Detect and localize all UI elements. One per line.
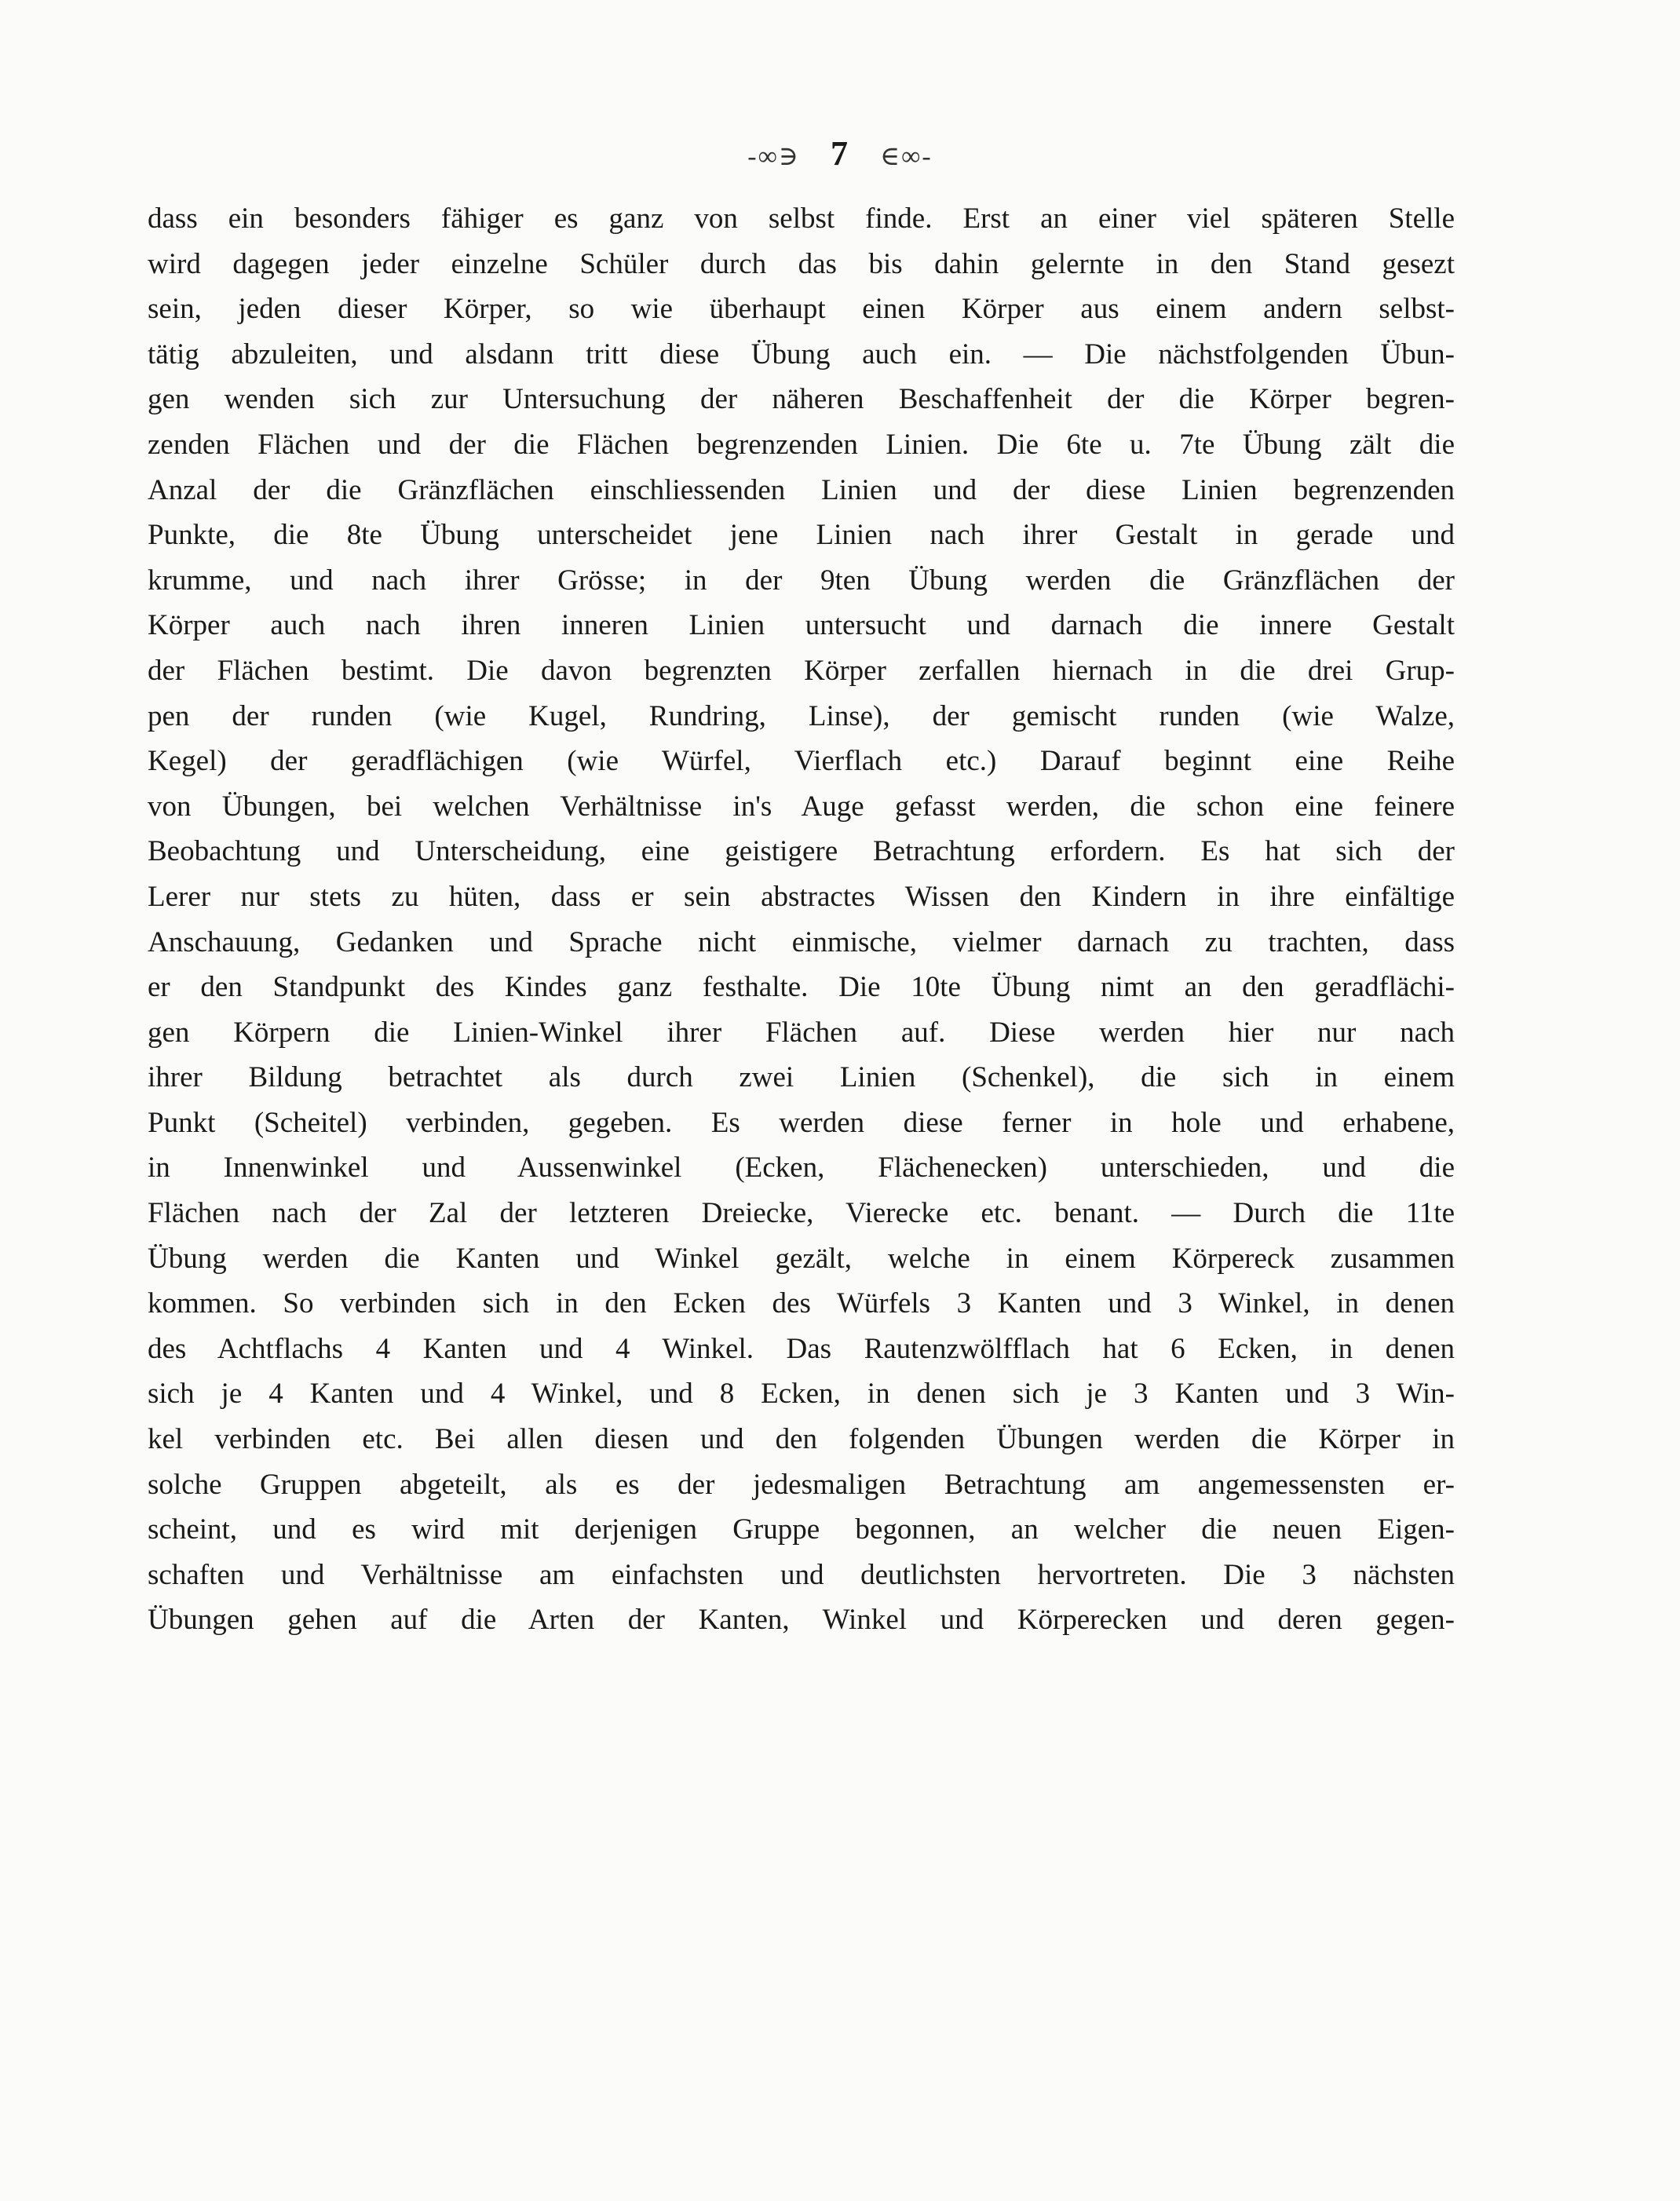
text-line: Punkt (Scheitel) verbinden, gegeben. Es werden diese ferner in hole und erhabene,	[148, 1106, 1455, 1139]
text-line: krumme, und nach ihrer Grösse; in der 9ten Übung werden die Gränzflächen der	[148, 564, 1455, 597]
text-line: Körper auch nach ihren inneren Linien untersucht und darnach die innere Gestalt	[148, 609, 1455, 642]
text-line: sich je 4 Kanten und 4 Winkel, und 8 Ecken, in denen sich je 3 Kanten und 3 Win-	[148, 1378, 1455, 1411]
page-number: 7	[831, 134, 849, 173]
text-line: Anschauung, Gedanken und Sprache nicht einmische, vielmer darnach zu trachten, dass	[148, 925, 1455, 958]
text-line: Anzal der die Gränzflächen einschliessenden Linien und der diese Linien begrenzenden	[148, 473, 1455, 506]
text-line: wird dagegen jeder einzelne Schüler durch das bis dahin gelernte in den Stand gesezt	[148, 247, 1455, 280]
text-line: Lerer nur stets zu hüten, dass er sein abstractes Wissen den Kindern in ihre einfältige	[148, 880, 1455, 913]
text-line: der Flächen bestimt. Die davon begrenzten Körper zerfallen hiernach in die drei Grup-	[148, 654, 1455, 687]
text-line: des Achtflachs 4 Kanten und 4 Winkel. Das Rautenzwölfflach hat 6 Ecken, in denen	[148, 1332, 1455, 1365]
text-line: schaften und Verhältnisse am einfachsten und deutlichsten hervortreten. Die 3 nächsten	[148, 1558, 1455, 1591]
text-line: zenden Flächen und der die Flächen begrenzenden Linien. Die 6te u. 7te Übung zält die	[148, 428, 1455, 461]
text-line: er den Standpunkt des Kindes ganz festhalte. Die 10te Übung nimt an den geradflächi-	[148, 971, 1455, 1004]
text-line: kel verbinden etc. Bei allen diesen und den folgenden Übungen werden die Körper in	[148, 1423, 1455, 1456]
body-text	[148, 196, 1455, 1643]
ornament-right-icon: ∈∞-	[880, 142, 933, 171]
text-line: Kegel) der geradflächigen (wie Würfel, Vierflach etc.) Darauf beginnt eine Reihe	[148, 745, 1455, 778]
text-line: in Innenwinkel und Aussenwinkel (Ecken, Flächenecken) unterschieden, und die	[148, 1152, 1455, 1184]
text-line: Übung werden die Kanten und Winkel gezält, welche in einem Körpereck zusammen	[148, 1242, 1455, 1275]
text-line: gen Körpern die Linien-Winkel ihrer Flächen auf. Diese werden hier nur nach	[148, 1016, 1455, 1049]
text-line: Beobachtung und Unterscheidung, eine geistigere Betrachtung erfordern. Es hat sich der	[148, 835, 1455, 868]
text-line: Flächen nach der Zal der letzteren Dreiecke, Vierecke etc. benant. — Durch die 11te	[148, 1197, 1455, 1230]
ornament-left-icon: -∞∋	[747, 142, 800, 171]
text-line: Punkte, die 8te Übung unterscheidet jene Linien nach ihrer Gestalt in gerade und	[148, 519, 1455, 552]
text-line: von Übungen, bei welchen Verhältnisse in's Auge gefasst werden, die schon eine feinere	[148, 790, 1455, 823]
text-line: ihrer Bildung betrachtet als durch zwei Linien (Schenkel), die sich in einem	[148, 1061, 1455, 1094]
text-line: pen der runden (wie Kugel, Rundring, Linse), der gemischt runden (wie Walze,	[148, 699, 1455, 732]
text-line: Übungen gehen auf die Arten der Kanten, Winkel und Körperecken und deren gegen-	[148, 1604, 1455, 1637]
text-line: solche Gruppen abgeteilt, als es der jedesmaligen Betrachtung am angemessensten er-	[148, 1468, 1455, 1501]
text-line: gen wenden sich zur Untersuchung der näheren Beschaffenheit der die Körper begren-	[148, 383, 1455, 416]
text-line: scheint, und es wird mit derjenigen Gruppe begonnen, an welcher die neuen Eigen-	[148, 1513, 1455, 1546]
page-header	[0, 133, 1680, 173]
text-line: sein, jeden dieser Körper, so wie überhaupt einen Körper aus einem andern selbst-	[148, 293, 1455, 326]
text-line: tätig abzuleiten, und alsdann tritt diese Übung auch ein. — Die nächstfolgenden Übun-	[148, 338, 1455, 370]
text-line: kommen. So verbinden sich in den Ecken des Würfels 3 Kanten und 3 Winkel, in denen	[148, 1287, 1455, 1320]
text-line: dass ein besonders fähiger es ganz von selbst finde. Erst an einer viel späteren Stelle	[148, 203, 1455, 235]
